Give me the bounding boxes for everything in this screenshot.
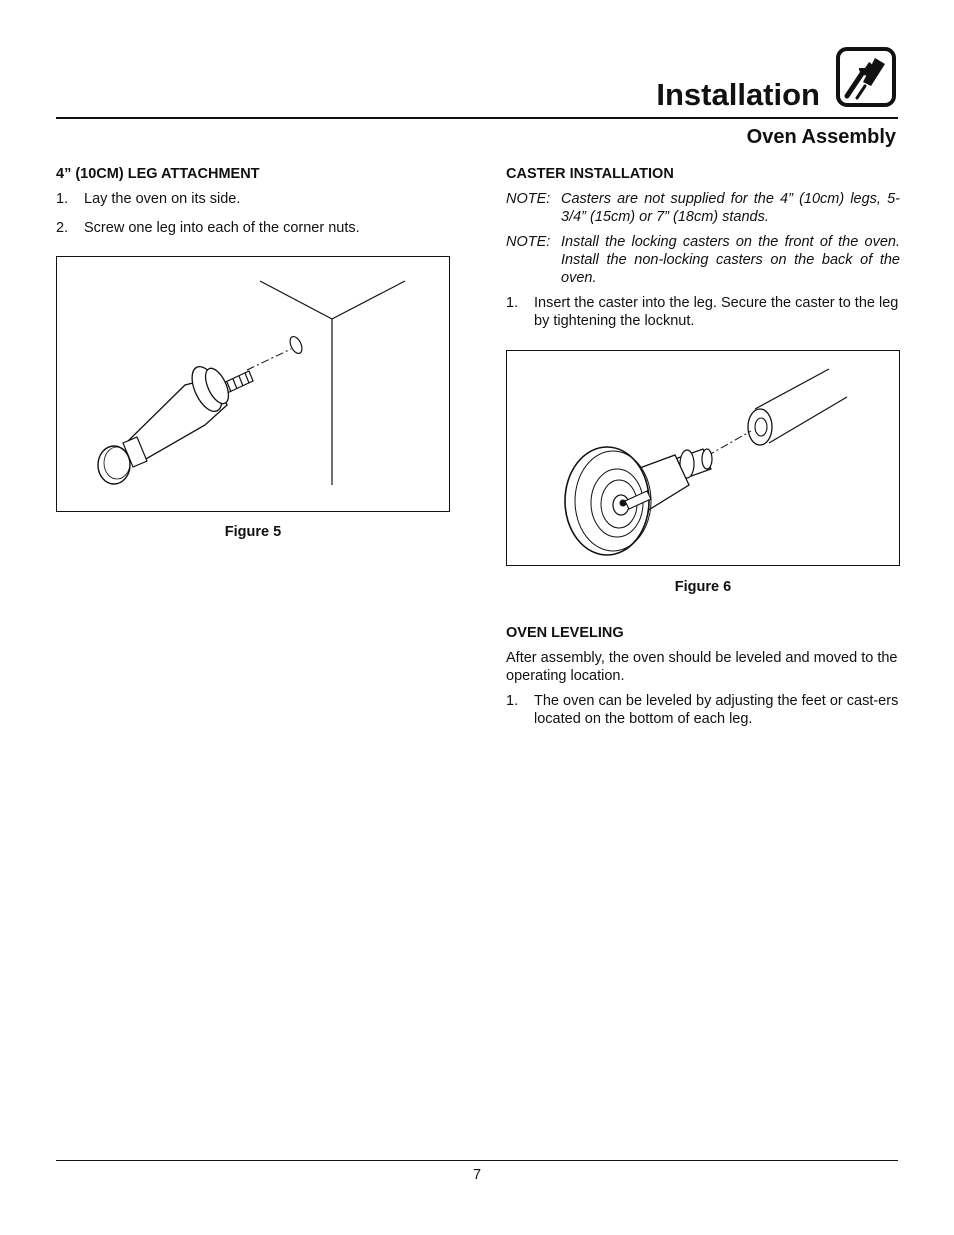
page-title: Installation <box>656 77 820 112</box>
step-number: 1. <box>506 693 519 709</box>
figure-6-caption: Figure 6 <box>674 579 732 595</box>
figure-6-caster-illustration <box>506 350 900 566</box>
leveling-intro: After assembly, the oven should be leveled and moved to the operating location. <box>506 650 898 684</box>
figure-5-caption: Figure 5 <box>224 524 282 540</box>
step-text: Insert the caster into the leg. Secure the caster to the leg by tightening the locknut. <box>534 295 899 329</box>
step-number: 1. <box>56 191 69 207</box>
leg-attachment-heading: 4” (10CM) LEG ATTACHMENT <box>56 166 260 182</box>
step-number: 1. <box>506 295 519 311</box>
list-item <box>506 692 900 732</box>
note-label: NOTE: <box>506 234 551 250</box>
tools-icon <box>835 46 897 108</box>
figure-5-leg-illustration <box>56 256 450 512</box>
note-2 <box>506 233 900 287</box>
step-text: Lay the oven on its side. <box>84 191 241 207</box>
note-1 <box>506 190 900 226</box>
note-text: Install the locking casters on the front of the oven. Install the non-locking casters on the back of the oven. <box>561 234 900 286</box>
note-text: Casters are not supplied for the 4” (10cm) legs, 5-3/4” (15cm) or 7” (18cm) stands. <box>561 191 900 225</box>
note-label: NOTE: <box>506 191 551 207</box>
list-item <box>506 294 900 334</box>
step-text: Screw one leg into each of the corner nuts. <box>84 220 360 236</box>
page-number: 7 <box>472 1167 482 1183</box>
caster-installation-heading: CASTER INSTALLATION <box>506 166 674 182</box>
header-rule <box>56 117 898 119</box>
footer-rule <box>56 1160 898 1161</box>
oven-leveling-heading: OVEN LEVELING <box>506 625 624 641</box>
step-text: The oven can be leveled by adjusting the feet or cast-ers located on the bottom of each leg. <box>534 693 899 727</box>
section-subtitle: Oven Assembly <box>746 126 896 148</box>
step-number: 2. <box>56 220 69 236</box>
